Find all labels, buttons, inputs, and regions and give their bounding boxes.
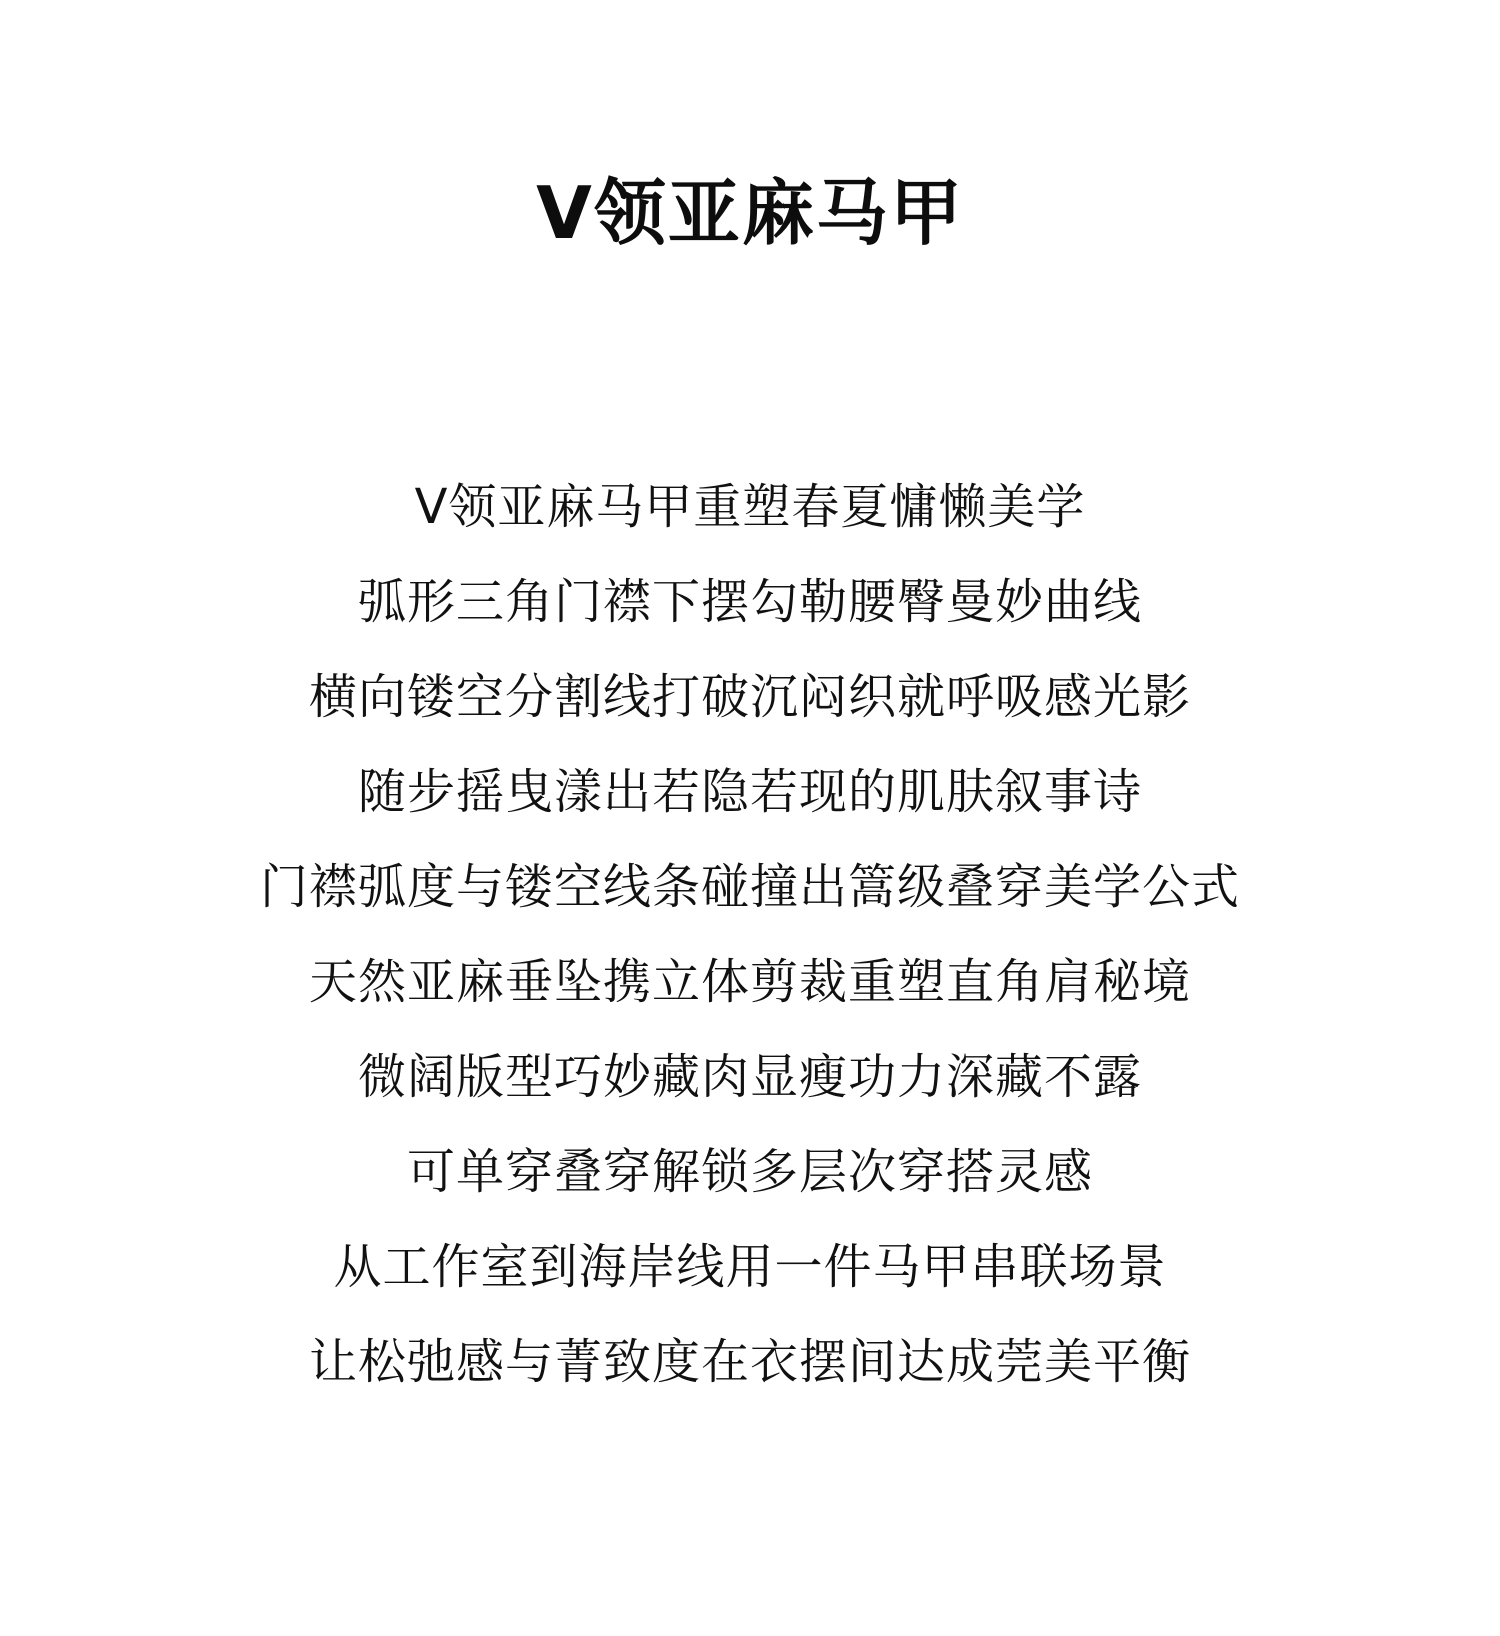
page-title: V领亚麻马甲 <box>536 171 964 255</box>
description-line: V领亚麻马甲重塑春夏慵懒美学 <box>414 479 1086 535</box>
description-line: 天然亚麻垂坠携立体剪裁重塑直角肩秘境 <box>308 954 1191 1010</box>
description-line: 可单穿叠穿解锁多层次穿搭灵感 <box>406 1144 1093 1200</box>
description-line: 弧形三角门襟下摆勾勒腰臀曼妙曲线 <box>357 574 1142 630</box>
description-lines <box>0 460 1500 1410</box>
description-line: 从工作室到海岸线用一件马甲串联场景 <box>333 1239 1167 1295</box>
description-line: 门襟弧度与镂空线条碰撞出篙级叠穿美学公式 <box>259 859 1240 915</box>
description-line: 横向镂空分割线打破沉闷织就呼吸感光影 <box>308 669 1191 725</box>
description-line: 微阔版型巧妙藏肉显瘦功力深藏不露 <box>357 1049 1142 1105</box>
description-line: 让松弛感与菁致度在衣摆间达成莞美平衡 <box>308 1334 1191 1390</box>
description-line: 随步摇曳漾出若隐若现的肌肤叙事诗 <box>357 764 1142 820</box>
